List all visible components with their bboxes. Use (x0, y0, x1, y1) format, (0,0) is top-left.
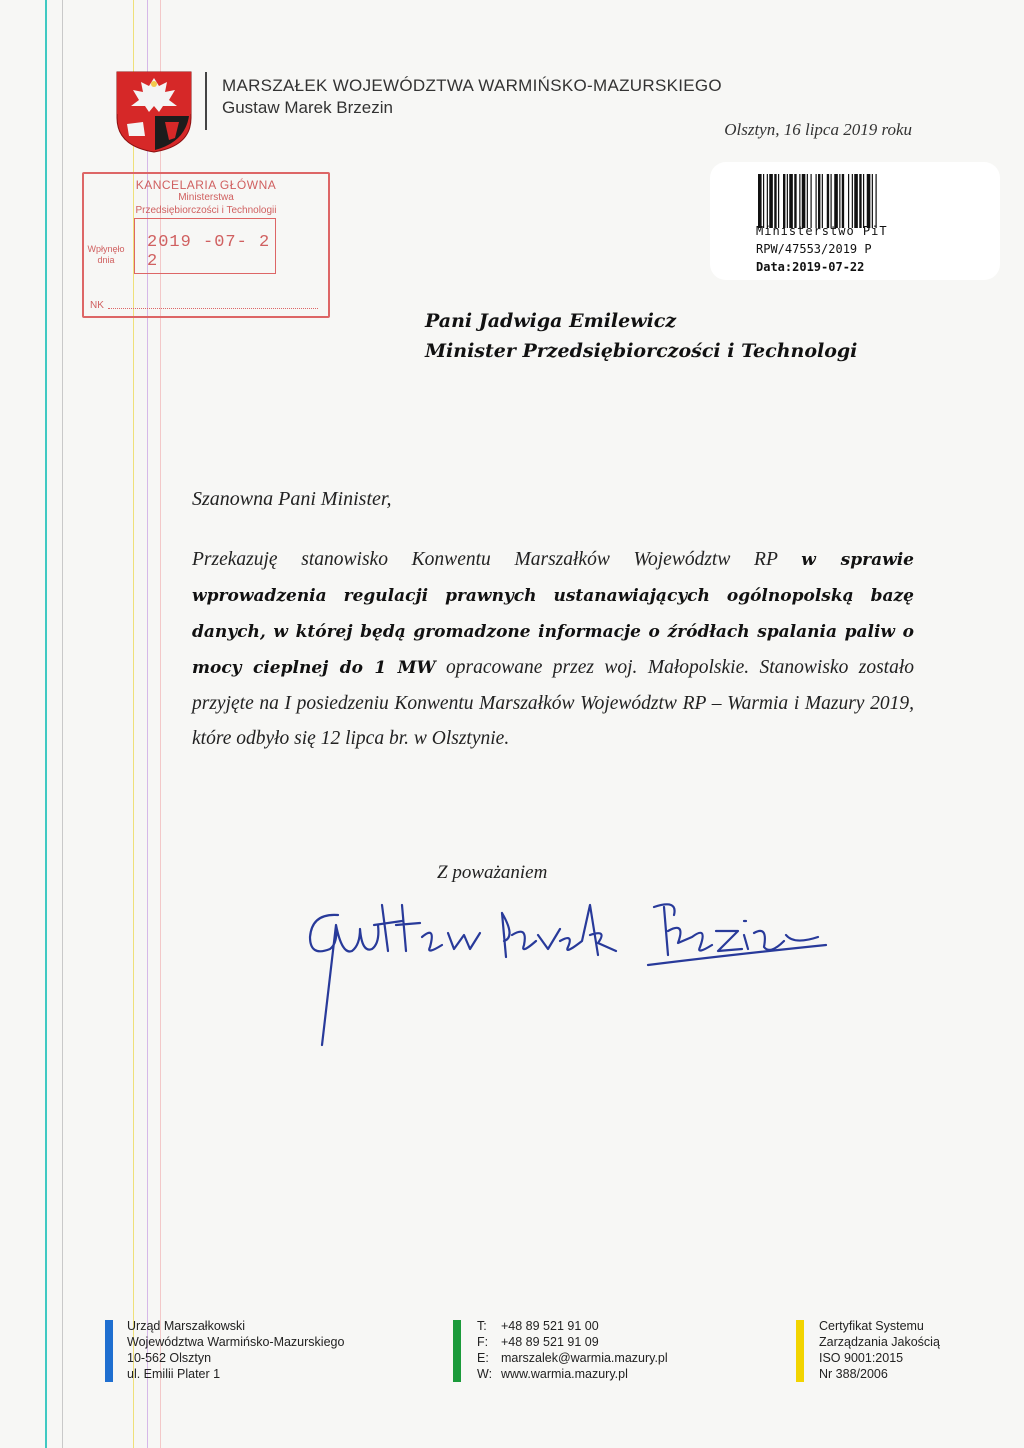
closing: Z poważaniem (437, 862, 548, 883)
footer-address-line: Urząd Marszałkowski (127, 1319, 246, 1333)
recipient-title: Minister Przedsiębiorczości i Technologi (425, 340, 858, 362)
stamp-dotted-line (108, 308, 318, 309)
footer-contact-fax (477, 1334, 668, 1350)
letter-body (192, 542, 914, 756)
contact-value[interactable]: www.warmia.mazury.pl (501, 1367, 628, 1381)
barcode-bar (839, 174, 840, 228)
stamp-date: 2019 -07- 2 2 (147, 233, 271, 271)
recipient-name: Pani Jadwiga Emilewicz (425, 310, 677, 332)
footer-certificate-line: Certyfikat Systemu (819, 1319, 924, 1333)
footer-contacts (477, 1318, 668, 1382)
barcode-bar (758, 174, 762, 228)
stamp-received-label-1: Wpłynęło (87, 244, 125, 254)
barcode-bar (769, 174, 773, 228)
footer-certificate-line: Zarządzania Jakością (819, 1335, 940, 1349)
footer-certificate (819, 1318, 940, 1382)
body-part-1: Przekazuję stanowisko Konwentu Marszałków Województw RP (192, 549, 778, 570)
barcode-bar (807, 174, 808, 228)
barcode-icon (758, 174, 964, 228)
barcode-bar (811, 174, 812, 228)
contact-key: W: (477, 1367, 493, 1381)
footer-bar-green (453, 1320, 461, 1382)
margin-line-teal (45, 0, 47, 1448)
barcode-bar (859, 174, 861, 228)
barcode-bar (802, 174, 806, 228)
barcode-bar (822, 174, 823, 228)
header-divider (205, 72, 207, 130)
barcode-bar (831, 174, 832, 228)
contact-value[interactable]: +48 89 521 91 00 (501, 1319, 599, 1333)
barcode-bar (854, 174, 858, 228)
stamp-line-1: KANCELARIA GŁÓWNA (135, 178, 277, 192)
footer-certificate-line: Nr 388/2006 (819, 1367, 888, 1381)
sticker-line-3: Data:2019-07-22 (756, 260, 865, 274)
stamp-nk: NK (90, 300, 104, 311)
contact-key: E: (477, 1351, 489, 1365)
footer-address-line: Województwa Warmińsko-Mazurskiego (127, 1335, 345, 1349)
body-bold: w sprawie wprowadzenia regulacji prawnych ustanawiających ogólnopolską bazę danych, w której będą gromadzone informacje o źródłach spalania paliw o mocy cieplnej do 1 MW (192, 550, 915, 678)
margin-line-grey (62, 0, 63, 1448)
stamp-received-label-2: dnia (97, 255, 115, 265)
footer-address-line: 10-562 Olsztyn (127, 1351, 212, 1365)
stamp-line-3: Przedsiębiorczości i Technologii (135, 205, 277, 216)
footer-contact-phone (477, 1318, 668, 1334)
stamp-received-label (86, 244, 126, 266)
footer-bar-yellow (796, 1320, 804, 1382)
barcode-bar (852, 174, 853, 228)
contact-key: F: (477, 1335, 489, 1349)
org-person: Gustaw Marek Brzezin (222, 98, 393, 117)
barcode-bar (789, 174, 793, 228)
contact-key: T: (477, 1319, 487, 1333)
barcode-bar (827, 174, 829, 228)
barcode-bar (867, 174, 871, 228)
contact-value[interactable]: marszalek@warmia.mazury.pl (501, 1351, 668, 1365)
body-part-2: opracowane przez woj. Małopolskie. Stanowisko zostało przyjęte na I posiedzeniu Konwentu Marszałków Województw RP – Warmia i Mazury 2019, które odbyło się 12 lipca br. w Olsztynie. (192, 657, 914, 749)
recipient-block (425, 306, 857, 366)
registry-sticker (710, 162, 1000, 280)
barcode-bar (787, 174, 788, 228)
barcode-bar (842, 174, 844, 228)
barcode-bar (816, 174, 817, 228)
footer-address (127, 1318, 344, 1382)
stamp-line-2: Ministerstwa (178, 192, 234, 203)
barcode-bar (778, 174, 779, 228)
stamp-date-box (134, 218, 276, 274)
signature-icon (298, 885, 858, 1055)
footer-contact-web (477, 1366, 668, 1382)
footer-address-line: ul. Emilii Plater 1 (127, 1367, 221, 1381)
contact-value[interactable]: +48 89 521 91 09 (501, 1335, 599, 1349)
barcode-bar (872, 174, 873, 228)
coat-of-arms-icon (115, 70, 193, 154)
barcode-bar (876, 174, 877, 228)
registry-stamp (82, 172, 330, 318)
barcode-bar (848, 174, 849, 228)
barcode-bar (834, 174, 838, 228)
sticker-line-2: RPW/47553/2019 P (756, 242, 872, 256)
org-name: MARSZAŁEK WOJEWÓDZTWA WARMIŃSKO-MAZURSKIEGO (222, 76, 722, 95)
barcode-bar (763, 174, 764, 228)
barcode-bar (799, 174, 800, 228)
footer-bar-blue (105, 1320, 113, 1382)
footer-certificate-line: ISO 9001:2015 (819, 1351, 904, 1365)
barcode-bar (767, 174, 768, 228)
barcode-bar (863, 174, 864, 228)
barcode-bar (818, 174, 820, 228)
barcode-bar (774, 174, 776, 228)
place-date: Olsztyn, 16 lipca 2019 roku (724, 120, 912, 139)
footer-contact-email (477, 1350, 668, 1366)
sticker-line-1: Ministerstwo PiT (756, 224, 888, 238)
barcode-bar (783, 174, 785, 228)
salutation: Szanowna Pani Minister, (192, 488, 392, 510)
barcode-bar (794, 174, 796, 228)
